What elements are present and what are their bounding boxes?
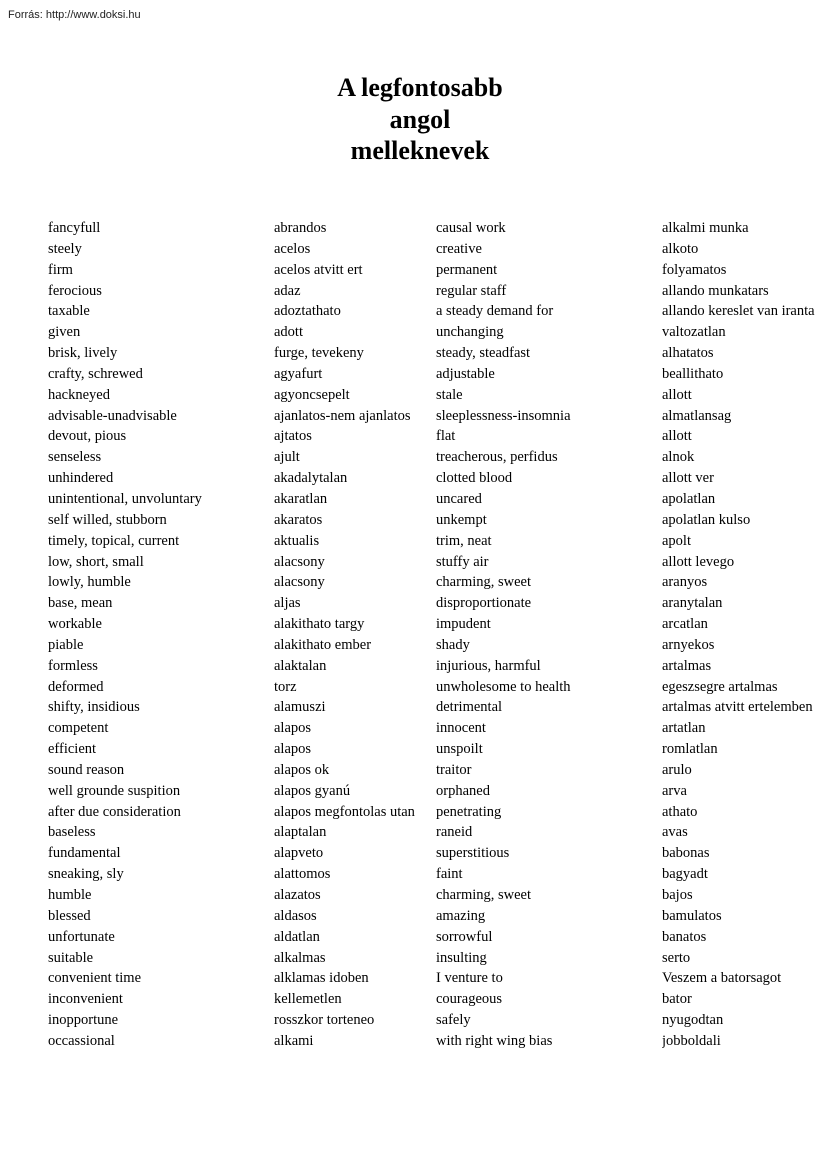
list-item: amazing	[436, 907, 486, 924]
list-item: timely, topical, current	[48, 532, 180, 549]
list-item: akaratos	[274, 511, 323, 528]
list-item: sound reason	[48, 761, 125, 778]
list-item: jobboldali	[662, 1032, 721, 1049]
list-item: piable	[48, 636, 84, 653]
list-item: brisk, lively	[48, 345, 118, 362]
list-item: bamulatos	[662, 907, 722, 924]
list-item: hackneyed	[48, 386, 110, 403]
list-item: alkalmi munka	[662, 220, 749, 236]
list-item: baseless	[48, 824, 96, 841]
list-item: formless	[48, 657, 98, 674]
list-item: alamuszi	[274, 699, 326, 716]
list-item: alapos	[274, 741, 312, 758]
list-item: unintentional, unvoluntary	[48, 490, 202, 507]
list-item: rosszkor torteneo	[274, 1012, 375, 1029]
list-item: inconvenient	[48, 991, 123, 1008]
english-column-2	[436, 218, 571, 1052]
list-item: alapos	[274, 720, 312, 737]
list-item: arva	[662, 782, 687, 799]
list-item: occassional	[48, 1032, 115, 1049]
list-item: alapos ok	[274, 761, 330, 778]
list-item: low, short, small	[48, 553, 144, 570]
list-item: causal work	[436, 220, 506, 236]
list-item: steady, steadfast	[436, 345, 531, 362]
list-item: allott levego	[662, 553, 735, 570]
list-item: sleeplessness-insomnia	[436, 407, 571, 424]
list-item: abrandos	[274, 220, 327, 236]
list-item: fancyfull	[48, 220, 101, 236]
list-item: I venture to	[436, 970, 503, 987]
list-item: bajos	[662, 887, 693, 903]
list-item: adjustable	[436, 365, 495, 382]
list-item: alapveto	[274, 845, 324, 862]
list-item: furge, tevekeny	[274, 345, 364, 362]
list-item: crafty, schrewed	[48, 365, 143, 382]
list-item: penetrating	[436, 803, 502, 820]
list-item: allott ver	[662, 470, 714, 487]
list-item: adaz	[274, 282, 301, 299]
title-line-2: angol	[389, 104, 451, 134]
list-item: adoztathato	[274, 303, 341, 320]
list-item: given	[48, 324, 81, 341]
list-item: Veszem a batorsagot	[662, 970, 782, 987]
list-item: aldasos	[274, 907, 317, 924]
list-item: alakithato ember	[274, 636, 372, 653]
list-item: ajanlatos-nem ajanlatos	[274, 407, 411, 424]
list-item: apolatlan kulso	[662, 511, 751, 528]
list-item: with right wing bias	[436, 1032, 553, 1049]
list-item: sorrowful	[436, 928, 493, 945]
list-item: creative	[436, 240, 482, 257]
list-item: alacsony	[274, 553, 325, 570]
list-item: fundamental	[48, 845, 121, 862]
list-item: almatlansag	[662, 407, 732, 424]
list-item: bagyadt	[662, 866, 708, 883]
list-item: alazatos	[274, 887, 321, 903]
list-item: charming, sweet	[436, 574, 532, 591]
list-item: alkami	[274, 1032, 314, 1049]
list-item: agyafurt	[274, 365, 323, 382]
list-item: valtozatlan	[662, 324, 726, 341]
list-item: artatlan	[662, 720, 706, 737]
list-item: kellemetlen	[274, 991, 342, 1008]
list-item: acelos	[274, 240, 311, 257]
list-item: safely	[436, 1012, 471, 1029]
list-item: alaptalan	[274, 824, 327, 841]
list-item: innocent	[436, 720, 486, 737]
list-item: disproportionate	[436, 595, 532, 612]
list-item: banatos	[662, 928, 707, 945]
list-item: ferocious	[48, 282, 102, 299]
list-item: unhindered	[48, 470, 114, 487]
list-item: regular staff	[436, 282, 507, 299]
list-item: impudent	[436, 616, 491, 633]
list-item: babonas	[662, 845, 710, 862]
list-item: alkoto	[662, 240, 699, 257]
list-item: stale	[436, 386, 463, 403]
list-item: advisable-unadvisable	[48, 407, 177, 424]
list-item: detrimental	[436, 699, 503, 716]
list-item: traitor	[436, 761, 472, 778]
list-item: alkalmas	[274, 949, 326, 966]
list-item: competent	[48, 720, 109, 737]
list-item: blessed	[48, 907, 91, 924]
list-item: alapos gyanú	[274, 782, 351, 799]
list-item: alnok	[662, 449, 695, 466]
list-item: ajult	[274, 449, 300, 466]
list-item: unchanging	[436, 324, 504, 341]
list-item: unspoilt	[436, 741, 483, 758]
list-item: apolt	[662, 532, 691, 549]
list-item: deformed	[48, 678, 104, 695]
list-item: courageous	[436, 991, 503, 1008]
list-item: orphaned	[436, 782, 490, 799]
list-item: alacsony	[274, 574, 325, 591]
list-item: shady	[436, 636, 470, 653]
list-item: artalmas atvitt ertelemben	[662, 699, 813, 716]
list-item: injurious, harmful	[436, 657, 541, 674]
list-item: lowly, humble	[48, 574, 131, 591]
list-item: aldatlan	[274, 928, 320, 945]
list-item: avas	[662, 824, 688, 841]
list-item: unwholesome to health	[436, 678, 571, 695]
hungarian-column-2	[662, 218, 827, 1052]
list-item: suitable	[48, 949, 94, 966]
list-item: charming, sweet	[436, 887, 532, 903]
list-item: self willed, stubborn	[48, 511, 167, 528]
list-item: unfortunate	[48, 928, 115, 945]
list-item: faint	[436, 866, 463, 883]
list-item: clotted blood	[436, 470, 513, 487]
list-item: akaratlan	[274, 490, 328, 507]
source-line: Forrás: http://www.doksi.hu	[8, 9, 141, 21]
list-item: well grounde suspition	[48, 782, 181, 799]
page-title	[0, 72, 827, 167]
list-item: alapos megfontolas utan	[274, 803, 415, 820]
list-item: beallithato	[662, 365, 724, 382]
list-item: sneaking, sly	[48, 866, 124, 883]
list-item: workable	[48, 616, 102, 633]
list-item: stuffy air	[436, 553, 489, 570]
list-item: serto	[662, 949, 691, 966]
list-item: trim, neat	[436, 532, 492, 549]
list-item: aljas	[274, 595, 301, 612]
list-item: efficient	[48, 741, 97, 758]
list-item: devout, pious	[48, 428, 127, 445]
list-item: allando kereslet van iranta	[662, 303, 815, 320]
english-column-1	[48, 218, 202, 1052]
list-item: superstitious	[436, 845, 510, 862]
list-item: alakithato targy	[274, 616, 365, 633]
list-item: allando munkatars	[662, 282, 769, 299]
list-item: apolatlan	[662, 490, 716, 507]
list-item: insulting	[436, 949, 487, 966]
list-item: arnyekos	[662, 636, 715, 653]
list-item: raneid	[436, 824, 473, 841]
list-item: alhatatos	[662, 345, 714, 362]
list-item: flat	[436, 428, 456, 445]
list-item: alattomos	[274, 866, 331, 883]
list-item: acelos atvitt ert	[274, 261, 363, 278]
list-item: shifty, insidious	[48, 699, 140, 716]
list-item: uncared	[436, 490, 482, 507]
list-item: allott	[662, 386, 692, 403]
list-item: senseless	[48, 449, 102, 466]
list-item: ajtatos	[274, 428, 312, 445]
list-item: torz	[274, 678, 297, 695]
list-item: base, mean	[48, 595, 113, 612]
list-item: inopportune	[48, 1012, 119, 1029]
hungarian-column-1	[274, 218, 415, 1052]
list-item: athato	[662, 803, 698, 820]
list-item: allott	[662, 428, 692, 445]
title-line-1: A legfontosabb	[337, 73, 503, 102]
list-item: alklamas idoben	[274, 970, 369, 987]
list-item: akadalytalan	[274, 470, 348, 487]
list-item: treacherous, perfidus	[436, 449, 558, 466]
list-item: egeszsegre artalmas	[662, 678, 778, 695]
list-item: firm	[48, 261, 73, 278]
list-item: convenient time	[48, 970, 142, 987]
list-item: romlatlan	[662, 741, 718, 758]
list-item: artalmas	[662, 657, 712, 674]
list-item: aktualis	[274, 532, 320, 549]
list-item: a steady demand for	[436, 303, 554, 320]
list-item: permanent	[436, 261, 498, 278]
list-item: alaktalan	[274, 657, 327, 674]
list-item: after due consideration	[48, 803, 181, 820]
list-item: agyoncsepelt	[274, 386, 350, 403]
title-line-3: melleknevek	[350, 136, 490, 165]
list-item: bator	[662, 991, 692, 1008]
list-item: nyugodtan	[662, 1012, 724, 1029]
list-item: taxable	[48, 303, 90, 320]
list-item: adott	[274, 324, 303, 341]
list-item: folyamatos	[662, 261, 727, 278]
list-item: humble	[48, 887, 92, 903]
list-item: arcatlan	[662, 616, 708, 633]
list-item: steely	[48, 240, 82, 257]
list-item: unkempt	[436, 511, 487, 528]
list-item: aranyos	[662, 574, 708, 591]
list-item: arulo	[662, 761, 692, 778]
list-item: aranytalan	[662, 595, 723, 612]
